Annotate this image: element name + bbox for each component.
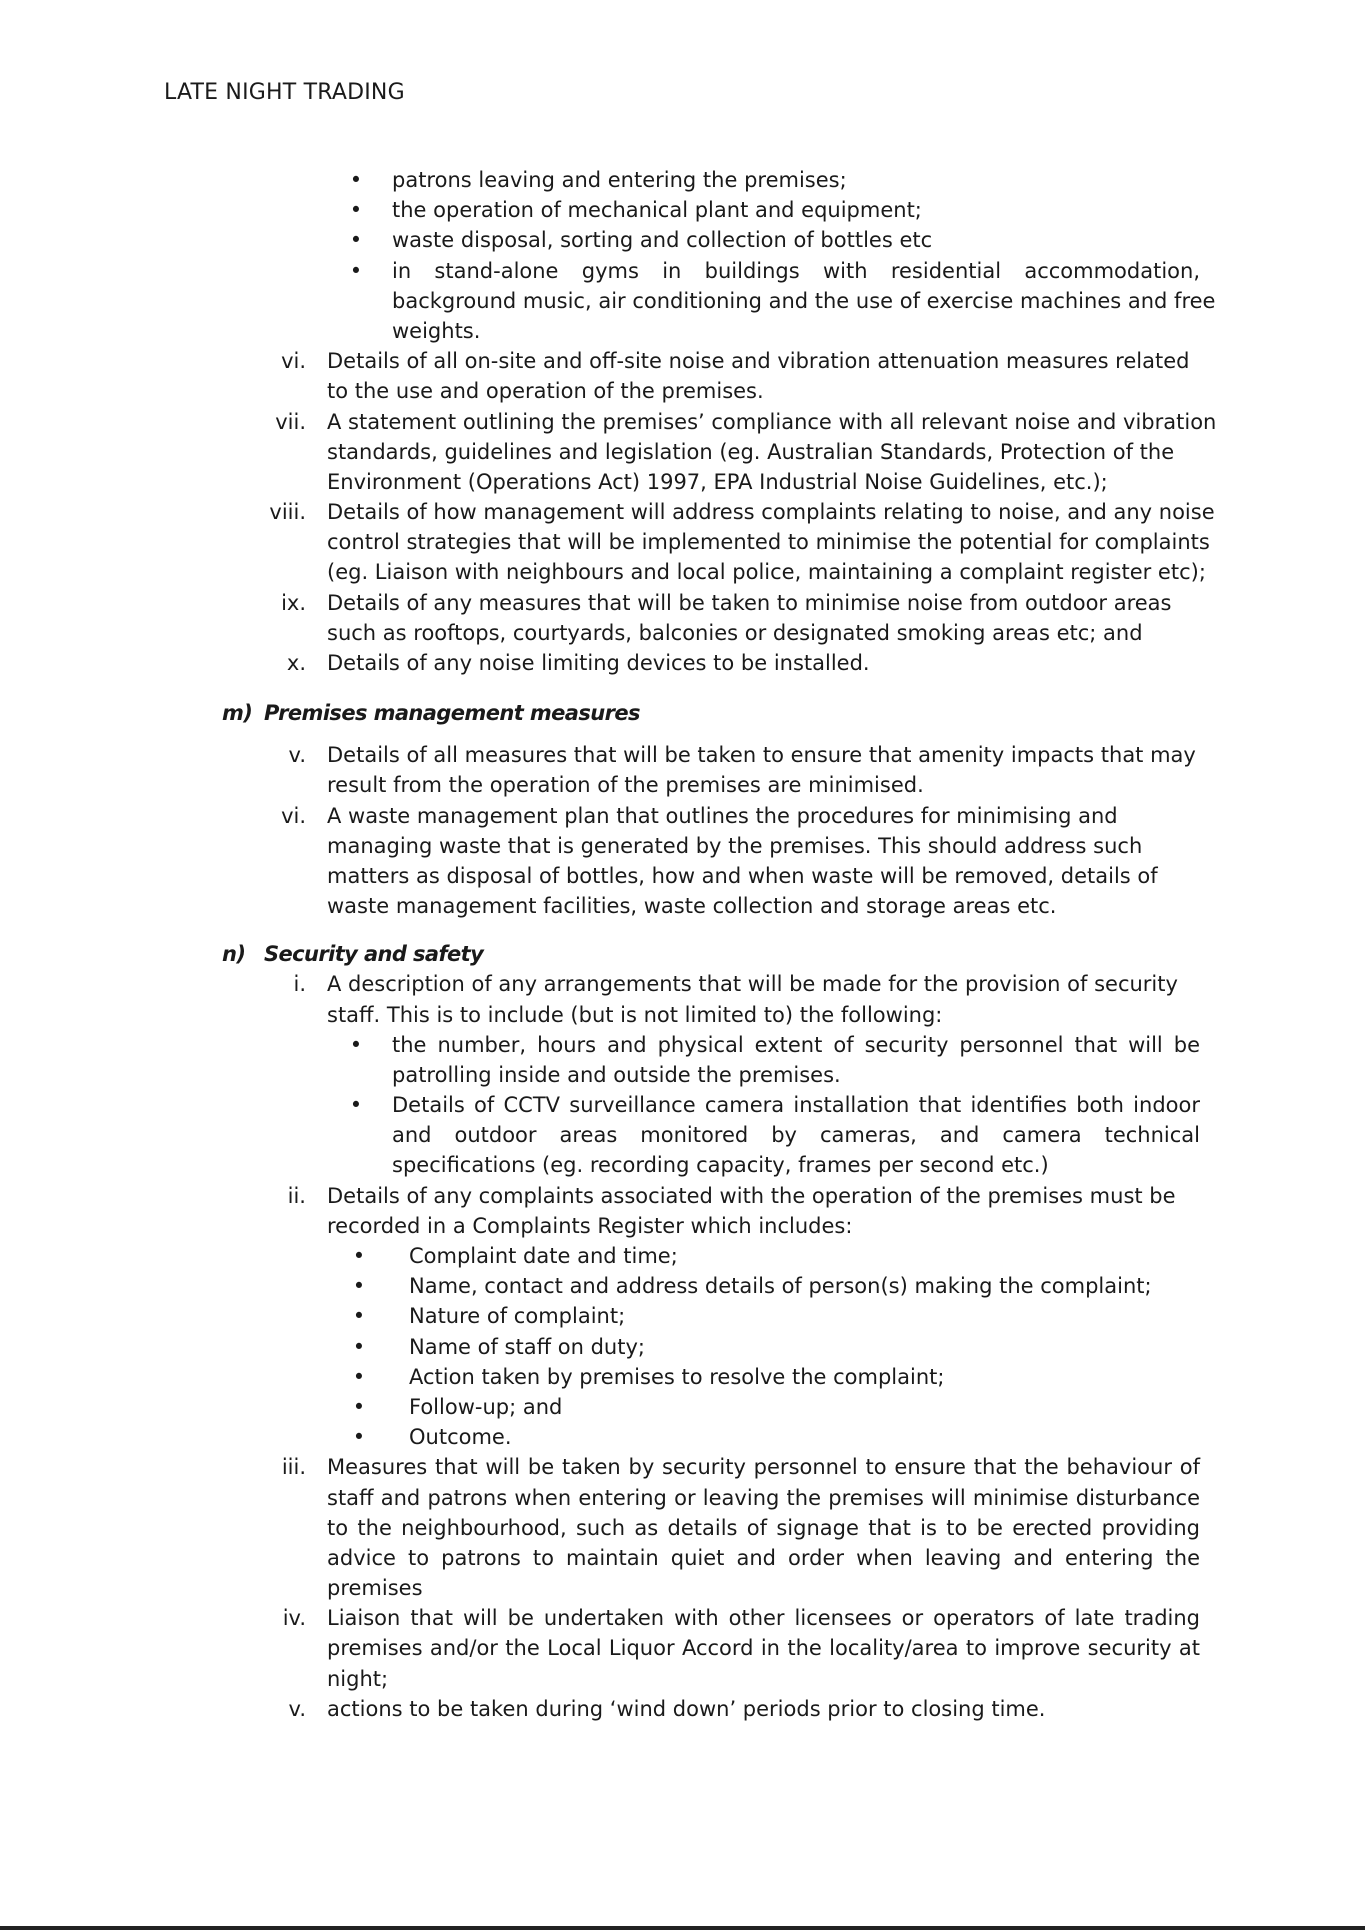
list-item: • Action taken by premises to resolve the complaint; [0,1362,1365,1392]
bullet-icon: • [352,1334,366,1359]
page-header: LATE NIGHT TRADING [164,80,405,105]
list-item-continuation: patrolling inside and outside the premises. [392,1062,841,1087]
list-item: • Details of CCTV surveillance camera installation that identifies both indoor [0,1090,1365,1120]
section-heading: n) Security and safety [222,942,484,967]
numbered-item: i. A description of any arrangements that will be made for the provision of security [293,972,1178,997]
numbered-item: vi. A waste management plan that outlines the procedures for minimising and [281,803,1118,828]
bullet-icon: • [349,258,363,283]
list-item-continuation: background music, air conditioning and the use of exercise machines and free [392,288,1216,313]
list-item: • Complaint date and time; [0,1241,1365,1271]
bullet-icon: • [352,1425,366,1450]
numbered-item: viii. Details of how management will address complaints relating to noise, and any noise [269,500,1215,525]
list-item-continuation: weights. [392,318,481,343]
bullet-icon: • [349,1032,363,1057]
list-item: • Nature of complaint; [0,1301,1365,1331]
bullet-icon: • [349,1093,363,1118]
page-bottom-border [0,1926,1365,1930]
bullet-icon: • [352,1364,366,1389]
list-item: • Name of staff on duty; [0,1332,1365,1362]
list-item: • patrons leaving and entering the premises; [0,165,1365,195]
bullet-icon: • [349,168,363,192]
document-body: • patrons leaving and entering the premises; • the operation of mechanical plant and equipment; • waste disposal, sorting and collection of bottles etc • in stand-alone gyms in buildings with residential accommodation, background music, air conditioning and the use of exercise machines and free weights. vi. Details of all on-site and off-site noise and vibration attenuation measures related to the use and operation of the premises. vii. A statement outlining the premises’ compliance with all relevant noise and vibration standards, guidelines and legislation (eg. Australian Standards, Protection of the Environment (Operations Act) 1997, EPA Industrial Noise Guidelines, etc.); viii. Details of how management will address complaints relating to noise, and any noise control strategies that will be implemented to minimise the potential for complaints (eg. Liaison with neighbours and local police, maintaining a complaint register etc); ix. Details of any measures that will be taken to minimise noise from outdoor areas such as rooftops, courtyards, balconies or designated smoking areas etc; and x. Details of any noise limiting devices to be installed. m) Premises management measures v. Details of all measures that will be taken to ensure that amenity impacts that may result from the operation of the premises are minimised. vi. A waste management plan that outlines the procedures for minimising and managing waste that is generated by the premises. This should address such matters as disposal of bottles, how and when waste will be removed, details of waste management facilities, waste collection and storage areas etc. n) Security and safety i. A description of any arrangements that will be made for the provision of security staff. This is to include (but is not limited to) the following: • the number, hours and physical extent of security personnel that will be patrolling inside and outside the premises. • Details of CCTV surveillance camera installation that identifies both indoor and outdoor areas monitored by cameras, and camera technical specifications (eg. recording capacity, frames per second etc.) ii. Details of any complaints associated with the operation of the premises must be recorded in a Complaints Register which includes: • Complaint date and time; • Name, contact and address details of person(s) making the complaint; • Nature of complaint; • Name of staff on duty; • Action taken by premises to resolve the complaint; • Follow-up; and • Outcome. iii. Measures that will be taken by security personnel to ensure that the behaviour of staff and patrons when entering or leaving the premises will minimise disturbance to the neighbourhood, such as details of signage that is to be erected providing advice to patrons to maintain quiet and order when leaving and entering the premises iv. Liaison that will be undertaken with other licensees or operators of late trading premises and/or the Local Liquor Accord in the locality/area to improve security at night; v. actions to be taken during ‘wind down’ periods prior to closing time. [0,165,1365,1724]
numbered-item: vii. A statement outlining the premises’ compliance with all relevant noise and vibration [275,409,1217,434]
bullet-icon: • [349,228,363,253]
bullet-icon: • [349,198,363,223]
bullet-icon: • [352,1394,366,1419]
list-item: • waste disposal, sorting and collection of bottles etc [0,225,1365,255]
numbered-item: vi. Details of all on-site and off-site noise and vibration attenuation measures related [281,349,1190,374]
bullet-icon: • [352,1244,366,1268]
list-item: • Outcome. [0,1422,1365,1452]
list-item: • Follow-up; and [0,1392,1365,1422]
numbered-item: x. Details of any noise limiting devices to be installed. [286,651,870,675]
numbered-item: v. actions to be taken during ‘wind down’ periods prior to closing time. [288,1696,1046,1721]
list-item: • Name, contact and address details of person(s) making the complaint; [0,1271,1365,1301]
bullet-icon: • [352,1304,366,1329]
list-item-continuation: specifications (eg. recording capacity, frames per second etc.) [392,1153,1049,1178]
numbered-item: ii. Details of any complaints associated with the operation of the premises must be [287,1183,1176,1208]
numbered-item: ix. Details of any measures that will be taken to minimise noise from outdoor areas [281,590,1172,615]
list-item-continuation: and outdoor areas monitored by cameras, and camera technical [392,1123,1200,1148]
list-item: • the operation of mechanical plant and equipment; [0,195,1365,225]
numbered-item: v. Details of all measures that will be taken to ensure that amenity impacts that may [288,743,1196,768]
numbered-item: iv. Liaison that will be undertaken with other licensees or operators of late trading [282,1606,1200,1631]
bullet-icon: • [352,1274,366,1299]
list-item: • the number, hours and physical extent of security personnel that will be [0,1030,1365,1060]
section-heading: m) Premises management measures [222,701,640,726]
numbered-item: iii. Measures that will be taken by security personnel to ensure that the behaviour of [281,1455,1200,1480]
list-item: • in stand-alone gyms in buildings with residential accommodation, [0,256,1365,286]
